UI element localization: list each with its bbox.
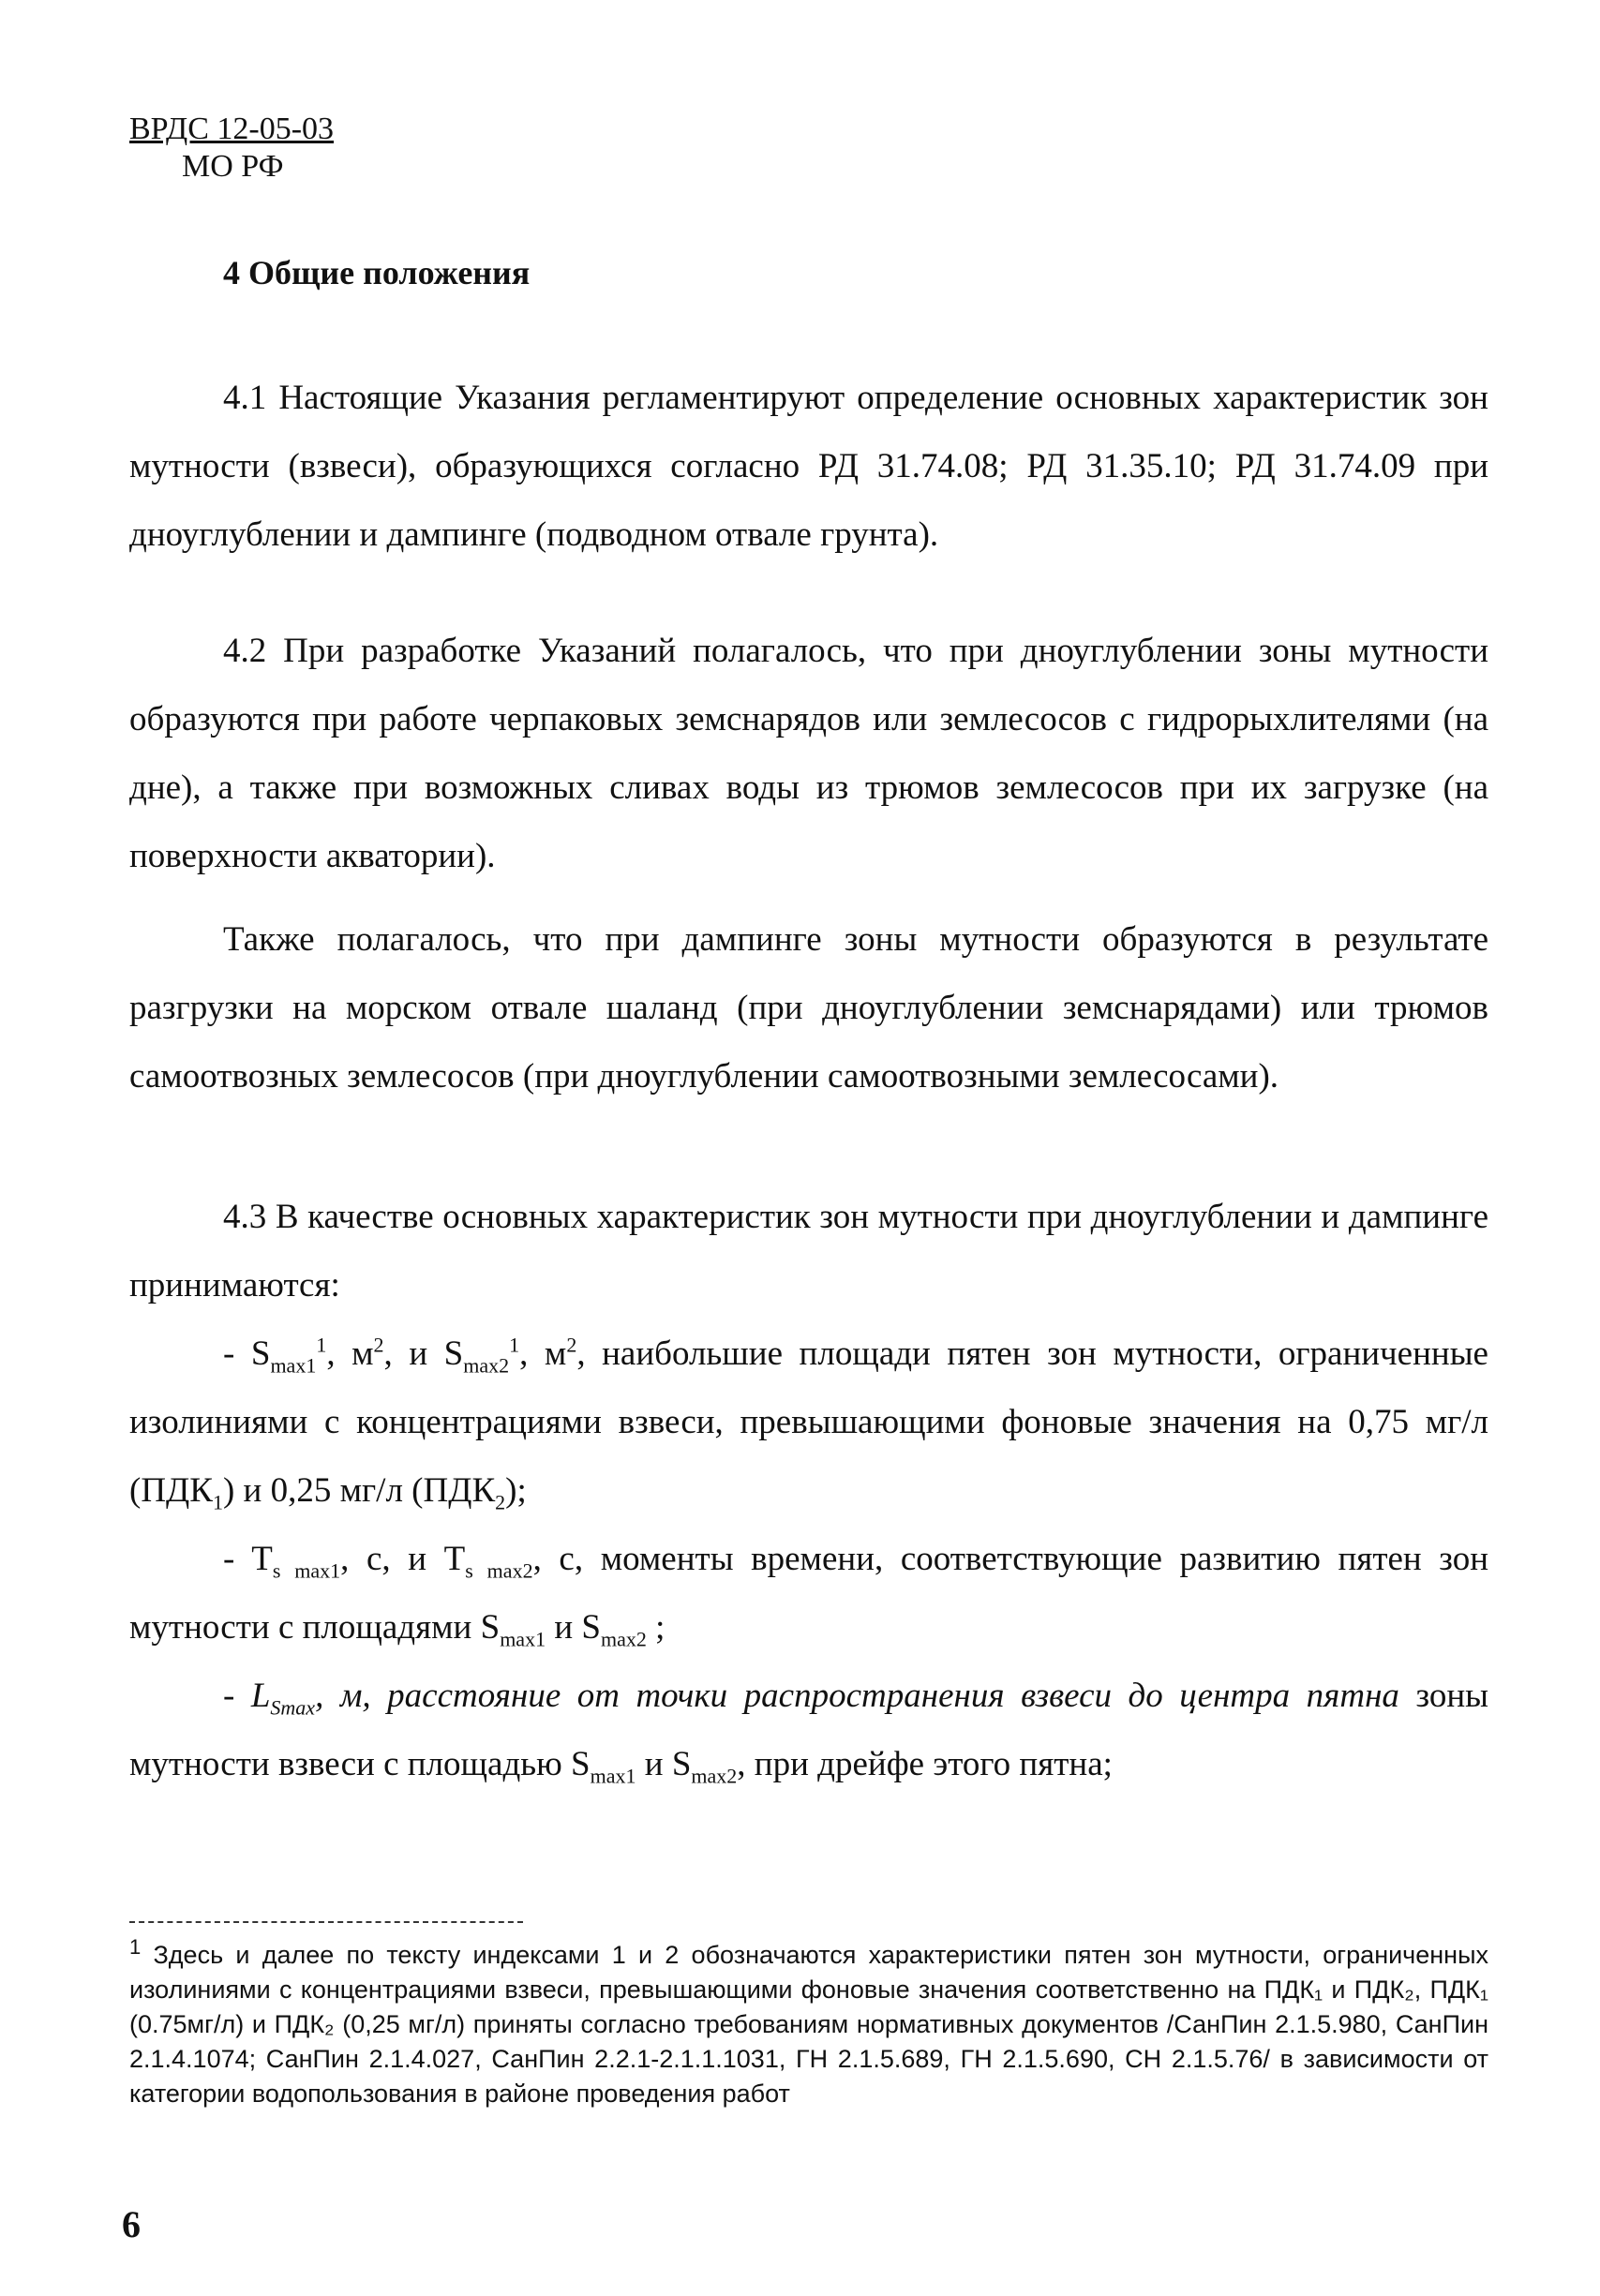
symbol-s: S — [480, 1608, 501, 1647]
item-text: , с, и — [340, 1540, 444, 1578]
symbol-s: S — [443, 1334, 464, 1373]
paragraph-4-2: 4.2 При разработке Указаний полагалось, что при дноуглублении зоны мутности образуются при работе черпаковых земснарядов или землесосов с гидрорыхлителями (на дне), а также при возможных сливах воды из трюмов землесосов при их загрузке (на поверхности акватории). — [129, 632, 1488, 875]
list-item-areas — [129, 1319, 1488, 1525]
symbol-l: L — [250, 1677, 271, 1715]
subscript: max2 — [691, 1764, 738, 1788]
footnote-ref: 1 — [316, 1333, 327, 1357]
subscript: Smax — [270, 1695, 316, 1720]
subscript: s max1 — [272, 1558, 341, 1583]
footnote-text: Здесь и далее по тексту индексами 1 и 2 обозначаются характеристики пятен зон мутности, ограниченных изолиниями с концентрациями взвеси, превышающими фоновые значения соответственно на ПДК₁ и ПДК₂, ПДК₁ (0.75мг/л) и ПДК₂ (0,25 мг/л) приняты согласно требованиям нормативных документов /СанПин 2.1.5.980, СанПин 2.1.4.1074; СанПин 2.1.4.027, СанПин 2.2.1-2.1.1.1031, ГН 2.1.5.689, ГН 2.1.5.690, СН 2.1.5.76/ в зависимости от категории водопользования в районе проведения работ — [129, 1941, 1488, 2108]
footnote-mark: 1 — [129, 1935, 142, 1959]
unit: , м — [519, 1334, 567, 1373]
item-text: зоны мутности взвеси с площадью — [129, 1677, 1488, 1783]
unit: , м — [326, 1334, 374, 1373]
paragraph-4-3: 4.3 В качестве основных характеристик зон мутности при дноуглублении и дампинге принимаются: — [129, 1198, 1488, 1305]
conjunction: , и — [383, 1334, 444, 1373]
subscript: 1 — [212, 1490, 223, 1514]
symbol-t: T — [251, 1540, 273, 1578]
footnote-ref: 1 — [509, 1333, 520, 1357]
symbol-s: S — [250, 1334, 271, 1373]
footnote-separator — [129, 1921, 523, 1923]
section-heading: 4 Общие положения — [223, 254, 531, 291]
item-text: ); — [505, 1471, 527, 1510]
subscript: max1 — [590, 1764, 636, 1788]
page-number: 6 — [122, 2203, 141, 2245]
symbol-s: S — [581, 1608, 601, 1647]
symbol-t: T — [443, 1540, 466, 1578]
item-text: , с, моменты времени, соответствующие развитию пятен зон мутности с площадями — [129, 1540, 1488, 1647]
conjunction: и — [546, 1608, 582, 1647]
symbol-s: S — [571, 1745, 591, 1783]
document-header — [129, 111, 334, 186]
superscript: 2 — [373, 1333, 384, 1357]
subscript: max1 — [270, 1353, 317, 1378]
subscript: 2 — [495, 1490, 506, 1514]
item-text: ) и 0,25 мг/л (ПДК — [222, 1471, 496, 1510]
document-organization: МО РФ — [182, 149, 284, 184]
list-dash: - — [223, 1334, 251, 1373]
paragraph-4-2-continued: Также полагалось, что при дампинге зоны мутности образуются в результате разгрузки на морском отвале шаланд (при дноуглублении земснарядами) или трюмов самоотвозных землесосов (при дноуглублении самоотвозными землесосами). — [129, 920, 1488, 1096]
paragraph-4-1: 4.1 Настоящие Указания регламентируют определение основных характеристик зон мутности (взвеси), образующихся согласно РД 31.74.08; РД 31.35.10; РД 31.74.09 при дноуглублении и дампинге (подводном отвале грунта). — [129, 379, 1488, 554]
document-code: ВРДС 12-05-03 — [129, 112, 335, 146]
list-dash: - — [223, 1540, 252, 1578]
item-text: , наибольшие площади пятен зон мутности, ограниченные изолиниями с концентрациями взвеси, превышающими фоновые значения на 0,75 мг/л (ПДК — [129, 1334, 1488, 1510]
item-text: , при дрейфе этого пятна; — [737, 1745, 1113, 1783]
subscript: max2 — [600, 1627, 647, 1651]
subscript: max1 — [500, 1627, 546, 1651]
list-item-distance — [129, 1662, 1488, 1798]
subscript: max2 — [463, 1353, 510, 1378]
list-item-times — [129, 1525, 1488, 1662]
item-text: ; — [646, 1608, 665, 1647]
symbol-s: S — [671, 1745, 692, 1783]
footnote — [129, 1935, 1488, 2111]
superscript: 2 — [566, 1333, 577, 1357]
subscript: s max2 — [465, 1558, 533, 1583]
list-dash: - — [223, 1677, 251, 1715]
item-text-italic: , м, расстояние от точки распространения взвеси до центра пятна — [315, 1677, 1399, 1715]
conjunction: и — [636, 1745, 672, 1783]
